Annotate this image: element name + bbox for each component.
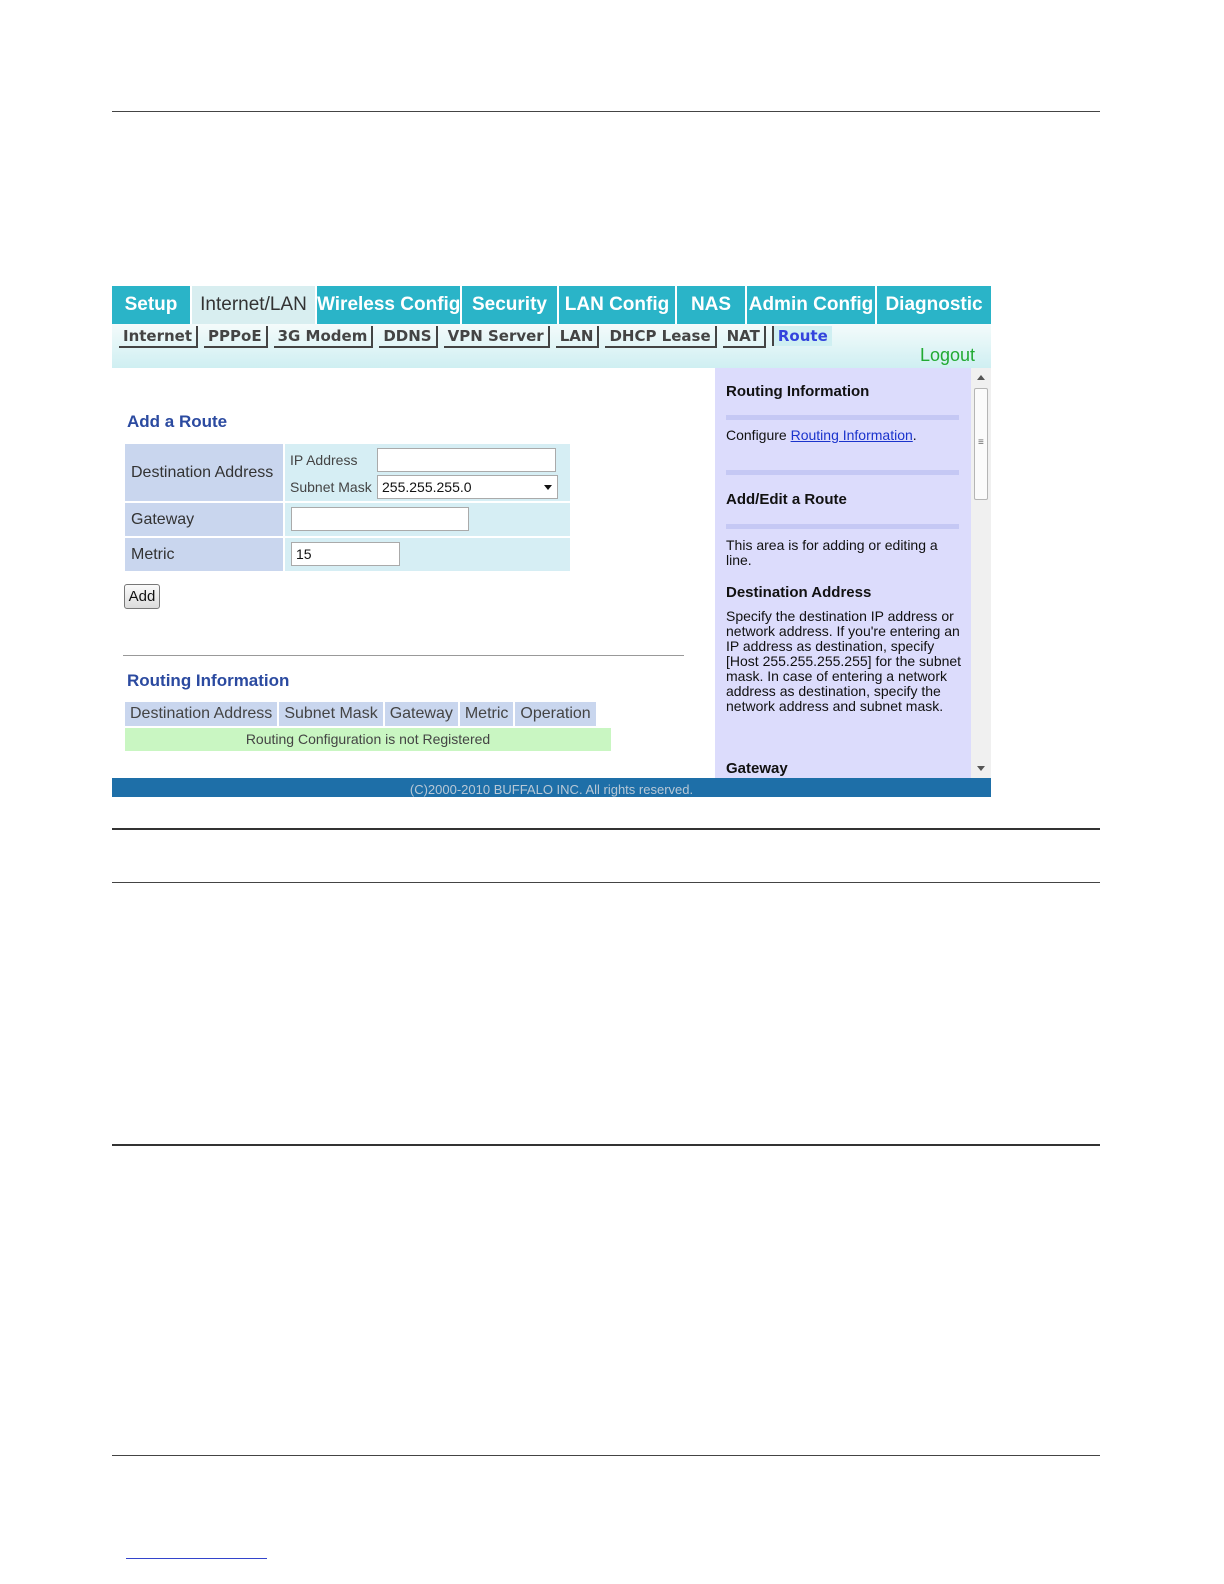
help-configure-text bbox=[726, 428, 962, 443]
col-operation: Operation bbox=[515, 702, 595, 726]
tab-internet-lan[interactable]: Internet/LAN bbox=[192, 286, 317, 324]
help-divider bbox=[726, 524, 959, 529]
main-nav bbox=[112, 286, 991, 324]
col-gateway: Gateway bbox=[385, 702, 458, 726]
metric-input[interactable]: 15 bbox=[291, 542, 400, 566]
subnet-mask-value: 255.255.255.0 bbox=[382, 479, 472, 495]
routing-info-link[interactable]: Routing Information bbox=[790, 427, 913, 443]
help-scrollbar[interactable] bbox=[971, 368, 991, 778]
logout-link[interactable]: Logout bbox=[919, 345, 975, 365]
scroll-up-icon[interactable] bbox=[977, 375, 985, 380]
tab-security[interactable]: Security bbox=[462, 286, 559, 324]
help-panel bbox=[715, 368, 971, 778]
gateway-input[interactable] bbox=[291, 507, 469, 531]
help-gateway-title: Gateway bbox=[726, 760, 788, 777]
add-route-heading: Add a Route bbox=[127, 412, 228, 431]
col-destination-address: Destination Address bbox=[125, 702, 277, 726]
page-rule-top bbox=[112, 111, 1100, 112]
help-configure-prefix: Configure bbox=[726, 427, 791, 443]
router-config-screenshot bbox=[112, 286, 991, 797]
gateway-label: Gateway bbox=[125, 503, 283, 536]
help-divider bbox=[726, 415, 959, 420]
subtab-route[interactable]: Route bbox=[772, 326, 832, 346]
subtab-internet[interactable]: Internet bbox=[119, 326, 198, 348]
ip-address-label: IP Address bbox=[290, 452, 358, 468]
page-link-underline bbox=[126, 1558, 267, 1559]
tab-setup[interactable]: Setup bbox=[112, 286, 192, 324]
subtab-pppoe[interactable]: PPPoE bbox=[204, 326, 268, 348]
tab-diagnostic[interactable]: Diagnostic bbox=[885, 294, 983, 315]
destination-label: Destination Address bbox=[125, 444, 283, 501]
routing-empty-message: Routing Configuration is not Registered bbox=[125, 728, 611, 751]
add-button[interactable]: Add bbox=[124, 584, 160, 609]
subnet-mask-label: Subnet Mask bbox=[290, 479, 372, 495]
col-metric: Metric bbox=[460, 702, 514, 726]
subnet-mask-select[interactable] bbox=[377, 475, 558, 499]
divider bbox=[123, 655, 684, 656]
scroll-down-icon[interactable] bbox=[977, 766, 985, 771]
metric-field bbox=[285, 538, 570, 571]
tab-wireless-config[interactable]: Wireless Config bbox=[317, 286, 462, 324]
main-content bbox=[112, 368, 715, 778]
help-routing-title: Routing Information bbox=[726, 383, 870, 400]
page-rule bbox=[112, 1144, 1100, 1146]
gateway-field bbox=[285, 503, 570, 536]
ip-address-input[interactable] bbox=[377, 448, 556, 472]
col-subnet-mask: Subnet Mask bbox=[279, 702, 382, 726]
help-configure-suffix: . bbox=[912, 427, 917, 443]
page-rule bbox=[112, 882, 1100, 883]
page-rule-bottom bbox=[112, 1455, 1100, 1456]
routing-info-heading: Routing Information bbox=[127, 671, 290, 690]
metric-label: Metric bbox=[125, 538, 283, 571]
scroll-thumb[interactable] bbox=[974, 388, 988, 500]
routing-table-header bbox=[125, 702, 598, 726]
help-dest-title: Destination Address bbox=[726, 584, 872, 601]
tab-admin-config[interactable]: Admin Config bbox=[747, 286, 877, 324]
subtab-nat[interactable]: NAT bbox=[723, 326, 766, 348]
destination-fields bbox=[285, 444, 570, 501]
subtab-lan[interactable]: LAN bbox=[556, 326, 600, 348]
help-dest-text: Specify the destination IP address or network address. If you're entering an IP address as destination, specify [Host 255.255.255.255] for the subnet mask. In case of entering a network address as destination, specify the network address and subnet mask. bbox=[726, 608, 962, 714]
subtab-ddns[interactable]: DDNS bbox=[379, 326, 437, 348]
subtab-vpn-server[interactable]: VPN Server bbox=[444, 326, 550, 348]
copyright-footer: (C)2000-2010 BUFFALO INC. All rights reserved. bbox=[112, 778, 991, 797]
page-rule bbox=[112, 828, 1100, 830]
subtab-dhcp-lease[interactable]: DHCP Lease bbox=[605, 326, 716, 348]
grip-icon: ≡ bbox=[978, 437, 984, 448]
tab-nas[interactable]: NAS bbox=[677, 286, 747, 324]
add-route-form bbox=[125, 444, 570, 573]
sub-nav bbox=[112, 324, 991, 368]
subtab-3g-modem[interactable]: 3G Modem bbox=[274, 326, 374, 348]
help-addedit-text: This area is for adding or editing a line. bbox=[726, 537, 938, 568]
chevron-down-icon bbox=[544, 485, 552, 490]
tab-lan-config[interactable]: LAN Config bbox=[559, 286, 677, 324]
help-divider bbox=[726, 470, 959, 475]
help-addedit-title: Add/Edit a Route bbox=[726, 491, 847, 508]
